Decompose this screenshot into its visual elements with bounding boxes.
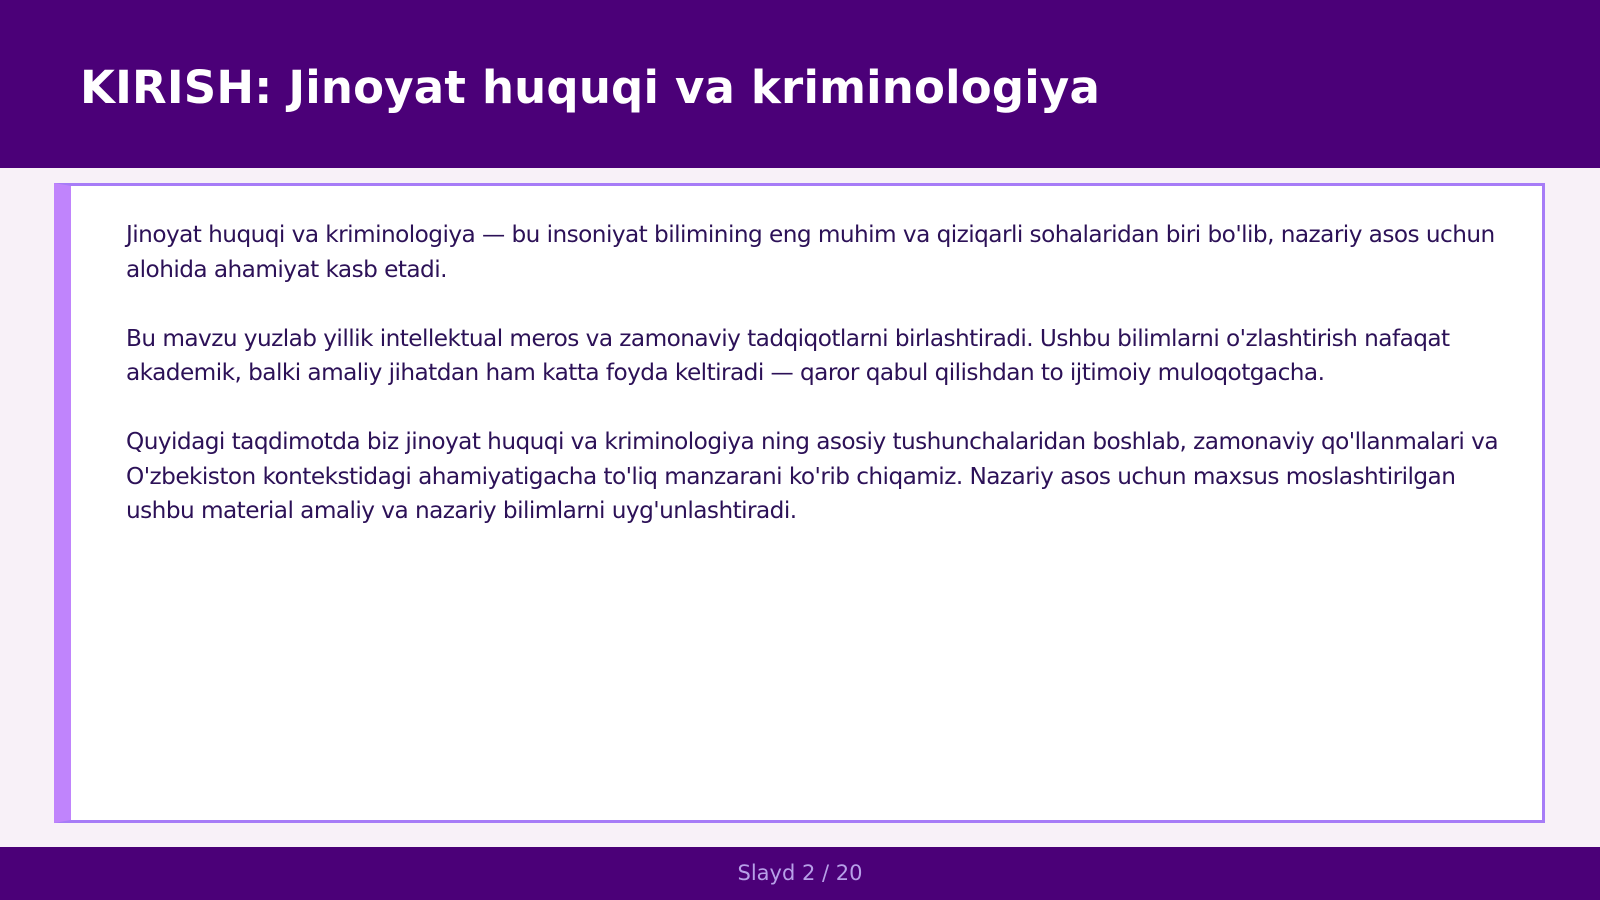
slide-counter: Slayd 2 / 20 xyxy=(737,861,863,885)
paragraph-overview: Quyidagi taqdimotda biz jinoyat huquqi va kriminologiya ning asosiy tushunchalaridan boshlab, zamonaviy qo'llanmalari va O'zbekiston kontekstidagi ahamiyatigacha to'liq manzarani ko'rib chiqamiz. Nazariy asos uchun maxsus moslashtirilgan ushbu material amaliy va nazariy bilimlarni uyg'unlashtiradi. xyxy=(126,428,1498,524)
slide-title: KIRISH: Jinoyat huquqi va kriminologiya xyxy=(80,61,1101,114)
slide-header xyxy=(0,0,1600,168)
content-text xyxy=(126,218,1521,563)
paragraph-intro: Jinoyat huquqi va kriminologiya — bu insoniyat bilimining eng muhim va qiziqarli sohalaridan biri bo'lib, nazariy asos uchun alohida ahamiyat kasb etadi. xyxy=(126,221,1495,283)
content-panel xyxy=(54,183,1545,823)
slide-footer xyxy=(0,847,1600,900)
paragraph-heritage: Bu mavzu yuzlab yillik intellektual meros va zamonaviy tadqiqotlarni birlashtiradi. Ushbu bilimlarni o'zlashtirish nafaqat akademik, balki amaliy jihatdan ham katta foyda keltiradi — qaror qabul qilishdan to ijtimoiy muloqotgacha. xyxy=(126,324,1450,386)
